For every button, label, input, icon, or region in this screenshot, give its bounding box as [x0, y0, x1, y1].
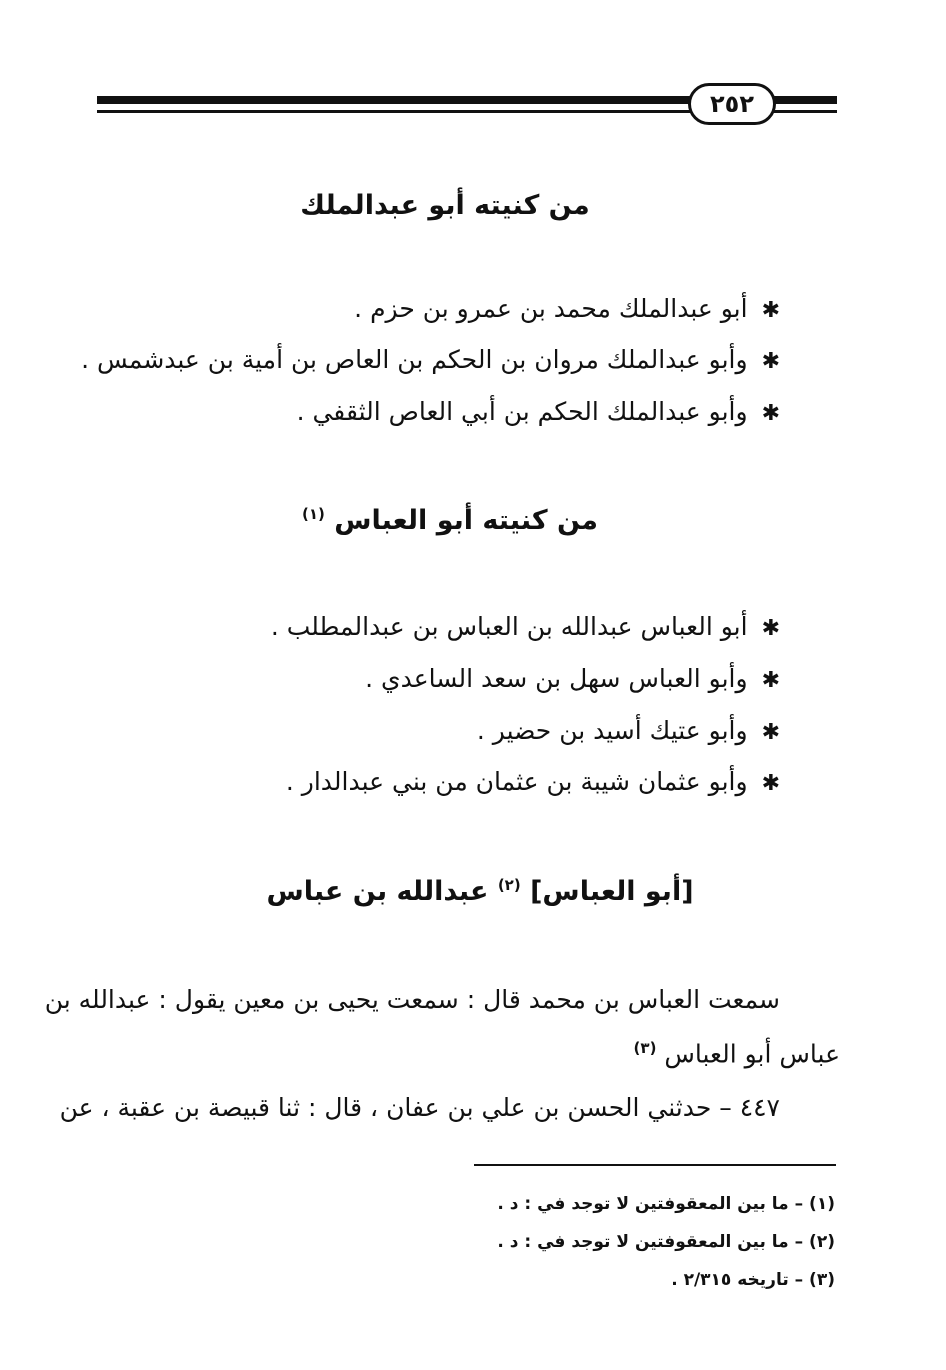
footnote-ref: (١) — [301, 505, 325, 523]
list-item — [297, 397, 780, 426]
list-item — [286, 767, 780, 796]
bullet-star-icon: ✱ — [761, 771, 780, 796]
footnote-ref: (٣) — [633, 1039, 657, 1057]
list-item — [477, 716, 780, 745]
section-heading — [300, 505, 600, 536]
list-item-text: وأبو عتيك أسيد بن حضير . — [476, 716, 748, 745]
header-rule-right — [773, 96, 837, 104]
bullet-star-icon: ✱ — [761, 616, 780, 641]
paragraph-line — [634, 1039, 840, 1068]
paragraph-line — [45, 985, 780, 1014]
bullet-star-icon: ✱ — [761, 349, 780, 374]
paragraph-line-text: عباس أبو العباس — [664, 1039, 840, 1069]
bullet-star-icon: ✱ — [761, 720, 780, 745]
list-item — [271, 612, 780, 641]
footnote — [497, 1232, 835, 1252]
footnote-text: (١) – ما بين المعقوفتين لا توجد في : د . — [497, 1194, 835, 1214]
paragraph-line-text: سمعت العباس بن محمد قال : سمعت يحيى بن معين يقول : عبدالله بن — [44, 985, 780, 1014]
paragraph-line-text: ٤٤٧ – حدثني الحسن بن علي بن عفان ، قال : ثنا قبيصة بن عقبة ، عن — [59, 1093, 780, 1122]
list-item-text: وأبو عثمان شيبة بن عثمان من بني عبدالدار . — [285, 767, 748, 796]
bullet-star-icon: ✱ — [761, 401, 780, 426]
list-item — [81, 345, 780, 374]
list-item-text: أبو العباس عبدالله بن العباس بن عبدالمطلب . — [270, 612, 748, 641]
footnote-text: (٣) – تاريخه ٢/٣١٥ . — [671, 1270, 835, 1290]
bullet-star-icon: ✱ — [761, 668, 780, 693]
list-item-text: أبو عبدالملك محمد بن عمرو بن حزم . — [354, 294, 748, 323]
footnote-text: (٢) – ما بين المعقوفتين لا توجد في : د . — [497, 1232, 835, 1252]
footnote-ref: (٢) — [497, 876, 521, 894]
footnote-separator — [474, 1164, 836, 1166]
page-number-text: ٢٥٢ — [710, 90, 754, 118]
bullet-star-icon: ✱ — [761, 298, 780, 323]
header-rule-thin — [97, 110, 693, 113]
footnote — [497, 1194, 835, 1214]
header-rule — [97, 96, 693, 104]
section-heading-text: من كنيته أبو عبدالملك — [300, 190, 590, 221]
list-item-text: وأبو عبدالملك الحكم بن أبي العاص الثقفي . — [296, 397, 748, 426]
list-item — [365, 664, 780, 693]
list-item-text: وأبو العباس سهل بن سعد الساعدي . — [365, 664, 748, 693]
section-heading-text: من كنيته أبو العباس — [334, 505, 598, 536]
entry-heading-part1: [أبو العباس] — [530, 876, 694, 907]
entry-heading-part2: عبدالله بن عباس — [266, 876, 489, 907]
section-heading — [300, 190, 590, 221]
list-item-text: وأبو عبدالملك مروان بن الحكم بن العاص بن أمية بن عبدشمس . — [81, 345, 748, 374]
entry-heading — [250, 876, 710, 907]
list-item — [354, 294, 780, 323]
paragraph-line — [60, 1093, 780, 1122]
page-number — [688, 83, 776, 125]
header-rule-right-thin — [773, 110, 837, 113]
footnote — [671, 1270, 835, 1290]
